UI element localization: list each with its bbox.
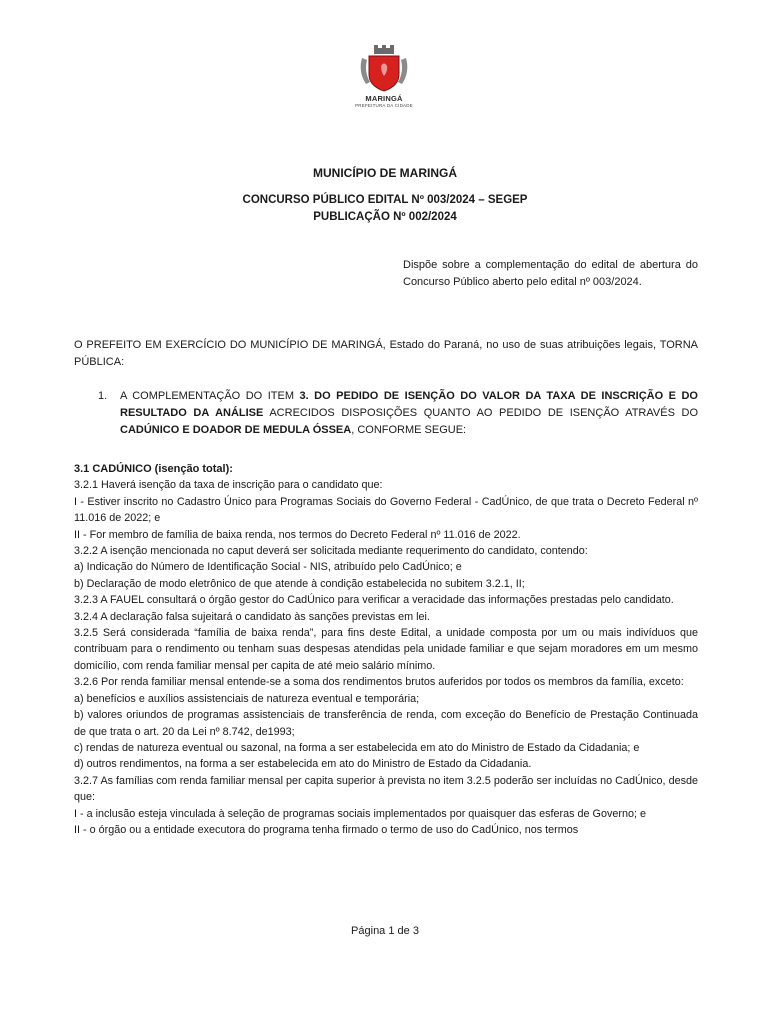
body-line: b) Declaração de modo eletrônico de que atende à condição estabelecida no subitem 3.2.1, II; <box>74 577 525 590</box>
body-line: b) valores oriundos de programas assistenciais de transferência de renda, com exceção do Benefício de Prestação Continuada de que trata o art. 20 da Lei nº 8.742, de1993; <box>74 709 698 738</box>
body-line: 3.2.1 Haverá isenção da taxa de inscrição para o candidato que: <box>74 479 383 492</box>
intro-paragraph: O PREFEITO EM EXERCÍCIO DO MUNICÍPIO DE MARINGÁ, Estado do Paraná, no uso de suas atribuições legais, TORNA PÚBLICA: <box>74 339 698 368</box>
body-line: a) Indicação do Número de Identificação Social - NIS, atribuído pelo CadÚnico; e <box>74 561 462 574</box>
crest-icon <box>354 44 414 94</box>
publicacao-heading: PUBLICAÇÃO Nº 002/2024 <box>313 211 457 223</box>
body-line: 3.2.7 As famílias com renda familiar mensal per capita superior à prevista no item 3.2.5 poderão ser incluídas no CadÚnico, desde que: <box>74 774 698 804</box>
list-item-1 <box>98 388 698 439</box>
edital-heading: CONCURSO PÚBLICO EDITAL Nº 003/2024 – SEGEP <box>242 194 528 206</box>
body-line: I - Estiver inscrito no Cadastro Único para Programas Sociais do Governo Federal - CadÚnico, de que trata o Decreto Federal nº 11.016 de 2022; e <box>74 495 698 525</box>
body-line: II - For membro de família de baixa renda, nos termos do Decreto Federal nº 11.016 de 2022. <box>74 528 521 541</box>
item-text-bold1: 3. DO PEDIDO DE ISENÇÃO DO VALOR DA TAXA DE INSCRIÇÃO E DO RESULTADO DA ANÁLISE <box>120 390 698 419</box>
item-text-part3: , CONFORME SEGUE: <box>351 424 467 436</box>
section-body <box>74 461 698 838</box>
item-text-part2: ACRECIDOS DISPOSIÇÕES QUANTO AO PEDIDO DE ISENÇÃO ATRAVÉS DO <box>263 407 699 419</box>
item-text-part1: A COMPLEMENTAÇÃO DO ITEM <box>120 390 300 402</box>
page-number: Página 1 de 3 <box>351 925 419 937</box>
body-line: I - a inclusão esteja vinculada à seleção de programas sociais implementados por quaisquer das esferas de Governo; e <box>74 807 646 820</box>
section-title: 3.1 CADÚNICO (isenção total): <box>74 463 233 475</box>
document-title: MUNICÍPIO DE MARINGÁ <box>313 166 457 180</box>
item-text <box>98 388 698 439</box>
body-line: 3.2.5 Será considerada “família de baixa renda”, para fins deste Edital, a unidade composta por um ou mais indivíduos que contribuam para o rendimento ou tenham suas despesas atendidas pela unidade familiar e que sejam moradores em um mesmo domicílio, com renda familiar mensal per capita de até meio salário mínimo. <box>74 627 698 672</box>
body-line: 3.2.4 A declaração falsa sujeitará o candidato às sanções previstas em lei. <box>74 610 430 623</box>
body-line: 3.2.3 A FAUEL consultará o órgão gestor do CadÚnico para verificar a veracidade das informações prestadas pelo candidato. <box>74 594 674 607</box>
item-text-bold2: CADÚNICO E DOADOR DE MEDULA ÓSSEA <box>120 424 352 436</box>
body-line: c) rendas de natureza eventual ou sazonal, na forma a ser estabelecida em ato do Ministro de Estado da Cidadania; e <box>74 741 640 754</box>
body-line: 3.2.6 Por renda familiar mensal entende-se a soma dos rendimentos brutos auferidos por todos os membros da família, exceto: <box>74 676 684 689</box>
body-line: 3.2.2 A isenção mencionada no caput deverá ser solicitada mediante requerimento do candidato, contendo: <box>74 545 588 558</box>
summary-paragraph: Dispõe sobre a complementação do edital de abertura do Concurso Público aberto pelo edital nº 003/2024. <box>403 259 698 288</box>
logo-city-name: MARINGÁ <box>365 94 403 103</box>
body-line: a) benefícios e auxílios assistenciais de natureza eventual e temporária; <box>74 692 420 705</box>
body-line: II - o órgão ou a entidade executora do programa tenha firmado o termo de uso do CadÚnico, nos termos <box>74 823 579 836</box>
body-line: d) outros rendimentos, na forma a ser estabelecida em ato do Ministro de Estado da Cidadania. <box>74 758 532 771</box>
item-number: 1. <box>98 390 108 402</box>
logo-subtitle: PREFEITURA DA CIDADE <box>355 103 413 108</box>
